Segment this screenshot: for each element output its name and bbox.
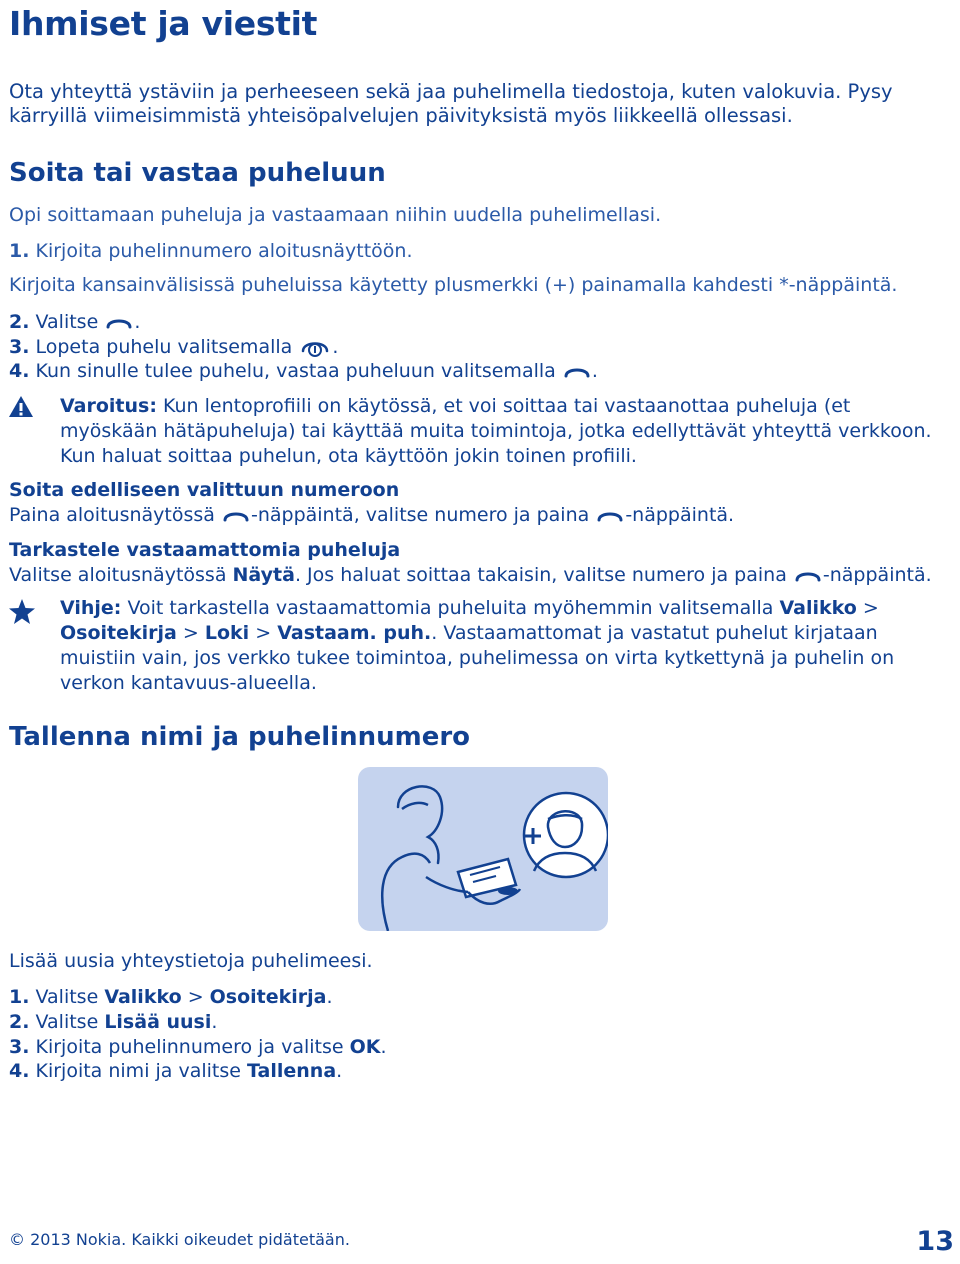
call-step-3: 3. Lopeta puhelu valitsemalla . — [9, 336, 339, 358]
section-heading-save: Tallenna nimi ja puhelinnumero — [9, 722, 471, 752]
star-icon — [8, 598, 36, 625]
end-key-icon — [300, 337, 330, 359]
warning-note: Varoitus: Kun lentoprofiili on käytössä, et voi soittaa tai vastaanottaa puheluja (et myöskään hätäpuheluja) tai käyttää muita toimintoja, jotka edellyttävät yhteyttä verkkoon. Kun haluat soittaa puhelun, ota käyttöön jokin toinen profiili. — [60, 395, 932, 467]
call-key-icon — [597, 508, 623, 524]
call-step-1-note: Kirjoita kansainvälisissä puheluissa käytetty plusmerkki (+) painamalla kahdesti *-näppäintä. — [9, 274, 898, 296]
redial-heading: Soita edelliseen valittuun numeroon — [9, 479, 400, 501]
missed-heading: Tarkastele vastaamattomia puheluja — [9, 539, 401, 561]
tip-note: Vihje: Voit tarkastella vastaamattomia puheluita myöhemmin valitsemalla Valikko > Osoitekirja > Loki > Vastaam. puh.. Vastaamattomat ja vastatut puhelut kirjataan muistiin vain, jos verkko tukee toimintoa, puhelimessa on virta kytkettynä ja puhelin on verkon kantavuus-alueella. — [60, 597, 895, 694]
redial-text: Paina aloitusnäytössä -näppäintä, valitse numero ja paina -näppäintä. — [9, 504, 735, 526]
call-key-icon — [795, 568, 821, 584]
plus-icon — [524, 827, 542, 845]
intro-paragraph: Ota yhteyttä ystäviin ja perheeseen sekä jaa puhelimella tiedostoja, kuten valokuvia. Pysy kärryillä viimeisimmistä yhteisöpalvelujen päivityksistä myös liikkeellä ollessasi. — [9, 80, 893, 127]
page-title: Ihmiset ja viestit — [9, 4, 318, 43]
call-step-2: 2. Valitse . — [9, 311, 141, 333]
save-step-2: 2. Valitse Lisää uusi. — [9, 1011, 218, 1033]
call-lead: Opi soittamaan puheluja ja vastaamaan niihin uudella puhelimellasi. — [9, 204, 662, 226]
save-step-4: 4. Kirjoita nimi ja valitse Tallenna. — [9, 1060, 343, 1082]
save-step-1: 1. Valitse Valikko > Osoitekirja. — [9, 986, 333, 1008]
page-number: 13 — [916, 1226, 954, 1257]
call-key-icon — [564, 364, 590, 380]
footer-copyright: © 2013 Nokia. Kaikki oikeudet pidätetään. — [9, 1230, 350, 1249]
call-step-1: 1. Kirjoita puhelinnumero aloitusnäyttöön. — [9, 240, 413, 262]
save-lead: Lisää uusia yhteystietoja puhelimeesi. — [9, 950, 373, 972]
call-key-icon — [106, 315, 132, 331]
person-with-phone-illustration — [358, 767, 608, 931]
call-step-4: 4. Kun sinulle tulee puhelu, vastaa puheluun valitsemalla . — [9, 360, 598, 382]
add-contact-illustration — [358, 767, 608, 931]
call-key-icon — [223, 508, 249, 524]
section-heading-call: Soita tai vastaa puheluun — [9, 158, 386, 188]
missed-text: Valitse aloitusnäytössä Näytä. Jos haluat soittaa takaisin, valitse numero ja paina -näppäintä. — [9, 564, 932, 586]
save-step-3: 3. Kirjoita puhelinnumero ja valitse OK. — [9, 1036, 387, 1058]
warning-icon — [8, 395, 34, 419]
